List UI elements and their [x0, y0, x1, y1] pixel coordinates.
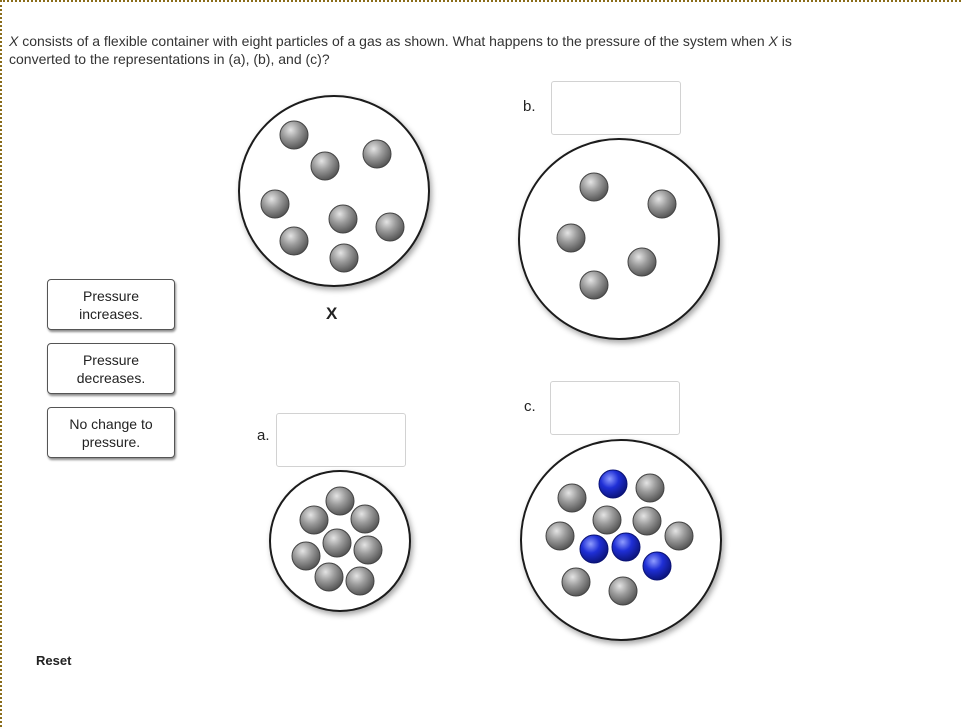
- gas-particle: [330, 244, 358, 272]
- gas-particle: [363, 140, 391, 168]
- question-line1-end: is: [777, 33, 792, 49]
- container-b-circle: [519, 139, 719, 339]
- gas-particle: [292, 542, 320, 570]
- gas-particle: [562, 568, 590, 596]
- dropzone-c[interactable]: [550, 381, 680, 435]
- gas-particle: [665, 522, 693, 550]
- question-line2: converted to the representations in (a), (b), and (c)?: [9, 51, 330, 67]
- choice-label: No change to pressure.: [69, 415, 153, 450]
- blue-gas-particle: [643, 552, 671, 580]
- reset-button[interactable]: Reset: [36, 653, 72, 668]
- container-x-label: X: [326, 304, 338, 323]
- question-var-x: X: [9, 33, 19, 49]
- blue-gas-particle: [599, 470, 627, 498]
- container-x: [239, 96, 429, 286]
- question-var-x-2: X: [768, 33, 778, 49]
- gas-particle: [628, 248, 656, 276]
- question-line1: consists of a flexible container with eight particles of a gas as shown. What happens to the pressure of the system when: [18, 33, 769, 49]
- dropzone-a[interactable]: [276, 413, 406, 467]
- gas-particle: [280, 121, 308, 149]
- gas-particle: [636, 474, 664, 502]
- gas-particle: [580, 271, 608, 299]
- choice-label: Pressure increases.: [79, 287, 143, 322]
- label-c: c.: [524, 398, 536, 415]
- gas-particle: [609, 577, 637, 605]
- blue-gas-particle: [612, 533, 640, 561]
- gas-particle: [311, 152, 339, 180]
- dropzone-b[interactable]: [551, 81, 681, 135]
- label-b: b.: [523, 98, 536, 115]
- gas-particle: [354, 536, 382, 564]
- gas-particle: [593, 506, 621, 534]
- gas-particle: [580, 173, 608, 201]
- container-a: [270, 471, 410, 611]
- choice-label: Pressure decreases.: [76, 351, 146, 386]
- container-c: [521, 440, 721, 640]
- gas-particle: [326, 487, 354, 515]
- gas-particle: [648, 190, 676, 218]
- label-a: a.: [257, 427, 270, 444]
- gas-particle: [323, 529, 351, 557]
- gas-particle: [557, 224, 585, 252]
- gas-particle: [280, 227, 308, 255]
- gas-particle: [546, 522, 574, 550]
- gas-particle: [300, 506, 328, 534]
- gas-particle: [633, 507, 661, 535]
- gas-particle: [315, 563, 343, 591]
- gas-particle: [329, 205, 357, 233]
- gas-particle: [351, 505, 379, 533]
- container-b: [519, 139, 719, 339]
- blue-gas-particle: [580, 535, 608, 563]
- gas-particle: [261, 190, 289, 218]
- gas-particle: [346, 567, 374, 595]
- gas-particle: [558, 484, 586, 512]
- gas-particle: [376, 213, 404, 241]
